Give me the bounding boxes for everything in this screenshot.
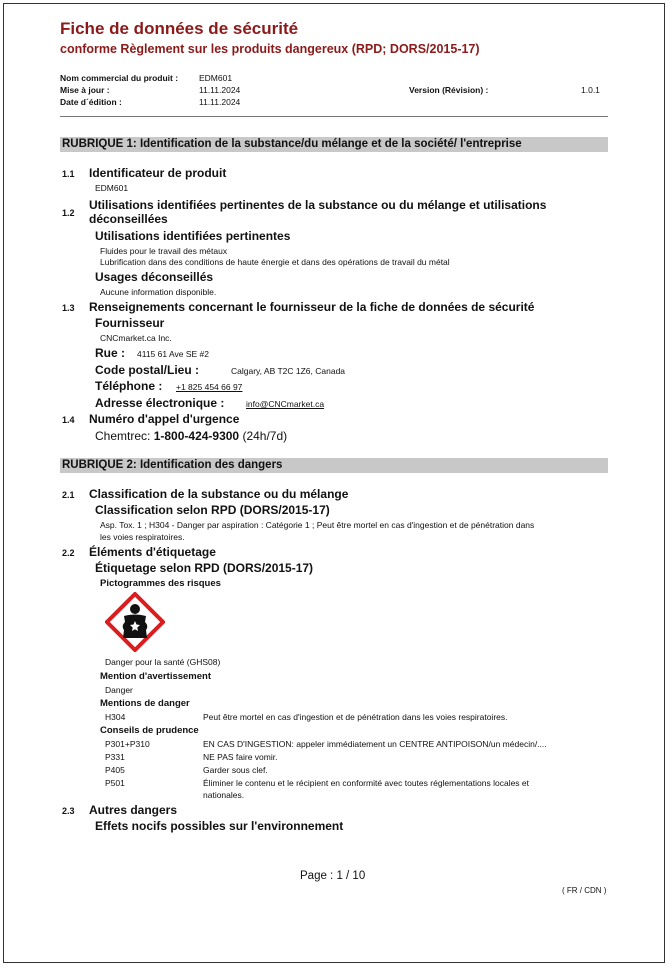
section-1-2-title-line1: Utilisations identifiées pertinentes de la substance ou du mélange et utilisations [89,198,547,212]
precaution-text-line2: nationales. [203,790,245,800]
precaution-text: Garder sous clef. [203,765,268,775]
section-1-4-title: Numéro d'appel d'urgence [89,412,240,426]
section-1-1-title: Identificateur de produit [89,166,227,180]
product-name-value: EDM601 [199,73,233,83]
section-2-2-number: 2.2 [62,548,75,558]
precaution-code: P301+P310 [105,739,150,749]
edition-date-value: 11.11.2024 [199,97,241,107]
header-divider [60,116,608,117]
precaution-text: NE PAS faire vomir. [203,752,278,762]
postal-value: Calgary, AB T2C 1Z6, Canada [231,366,346,376]
phone-label: Téléphone : [95,379,163,393]
precautionary-statements-title: Conseils de prudence [100,725,199,736]
emergency-number: 1-800-424-9300 [153,429,240,443]
emergency-hours: (24h/7d) [242,429,288,443]
classification-text-line2: les voies respiratoires. [100,532,185,542]
section-1-2-title-line2: déconseillées [89,212,168,226]
postal-label: Code postal/Lieu : [95,363,200,377]
labelling-rpd-title: Étiquetage selon RPD (DORS/2015-17) [95,561,314,575]
section-1-2-number: 1.2 [62,208,75,218]
section-1-3-number: 1.3 [62,303,75,313]
hazard-text: Peut être mortel en cas d'ingestion et de pénétration dans les voies respiratoires. [203,712,508,722]
identified-use-2: Lubrification dans des conditions de haute énergie et dans des opérations de travail du métal [100,257,450,267]
precaution-text: EN CAS D'INGESTION: appeler immédiatement un CENTRE ANTIPOISON/un médecin/.... [203,739,547,749]
supplier-value: CNCmarket.ca Inc. [100,333,172,343]
updated-label: Mise à jour : [60,85,110,95]
section-2-3-number: 2.3 [62,806,75,816]
environment-effects-title: Effets nocifs possibles sur l'environnement [95,819,344,833]
precaution-code: P405 [105,765,125,775]
signal-word-value: Danger [105,685,133,695]
section-1-3-title: Renseignements concernant le fournisseur de la fiche de données de sécurité [89,300,535,314]
identified-use-1: Fluides pour le travail des métaux [100,246,228,256]
version-value: 1.0.1 [581,85,600,95]
document-title: Fiche de données de sécurité [60,19,299,38]
section-2-1-number: 2.1 [62,490,75,500]
document-subtitle: conforme Règlement sur les produits dangereux (RPD; DORS/2015-17) [60,42,480,56]
emergency-line [95,429,287,443]
advised-against-title: Usages déconseillés [95,270,214,284]
ghs08-health-hazard-icon [105,592,165,652]
pictogram-caption: Danger pour la santé (GHS08) [105,657,221,667]
classification-rpd-title: Classification selon RPD (DORS/2015-17) [95,503,330,517]
precaution-text-line1: Éliminer le contenu et le récipient en conformité avec toutes réglementations locales et [203,778,530,788]
section-1-1-number: 1.1 [62,169,75,179]
precaution-code: P331 [105,752,125,762]
language-region: ( FR / CDN ) [562,886,607,895]
section-2-3-title: Autres dangers [89,803,178,817]
street-label: Rue : [95,346,125,360]
classification-text-line1: Asp. Tox. 1 ; H304 - Danger par aspiration : Catégorie 1 ; Peut être mortel en cas d'ingestion et de pénétration dans [100,520,535,530]
street-value: 4115 61 Ave SE #2 [137,349,209,359]
page-number: Page : 1 / 10 [300,870,366,882]
identified-uses-title: Utilisations identifiées pertinentes [95,229,291,243]
supplier-title: Fournisseur [95,316,165,330]
product-name-label: Nom commercial du produit : [60,73,179,83]
signal-word-title: Mention d'avertissement [100,671,212,682]
section-2-1-title: Classification de la substance ou du mélange [89,487,349,501]
updated-value: 11.11.2024 [199,85,241,95]
emergency-provider: Chemtrec: [95,429,151,443]
section-2-2-title: Éléments d'étiquetage [89,545,216,559]
hazard-statements-title: Mentions de danger [100,698,190,709]
pictograms-title: Pictogrammes des risques [100,578,221,589]
edition-date-label: Date d´édition : [60,97,122,107]
hazard-code: H304 [105,712,126,722]
email-label: Adresse électronique : [95,396,225,410]
product-identifier-value: EDM601 [95,183,129,193]
advised-against-value: Aucune information disponible. [100,287,217,297]
section-1-heading: RUBRIQUE 1: Identification de la substance/du mélange et de la société/ l'entreprise [60,137,608,152]
version-label: Version (Révision) : [409,85,489,95]
section-2-heading: RUBRIQUE 2: Identification des dangers [60,458,608,473]
email-link[interactable]: info@CNCmarket.ca [246,399,325,409]
precaution-code: P501 [105,778,125,788]
phone-link[interactable]: +1 825 454 66 97 [176,382,243,392]
section-1-4-number: 1.4 [62,415,75,425]
